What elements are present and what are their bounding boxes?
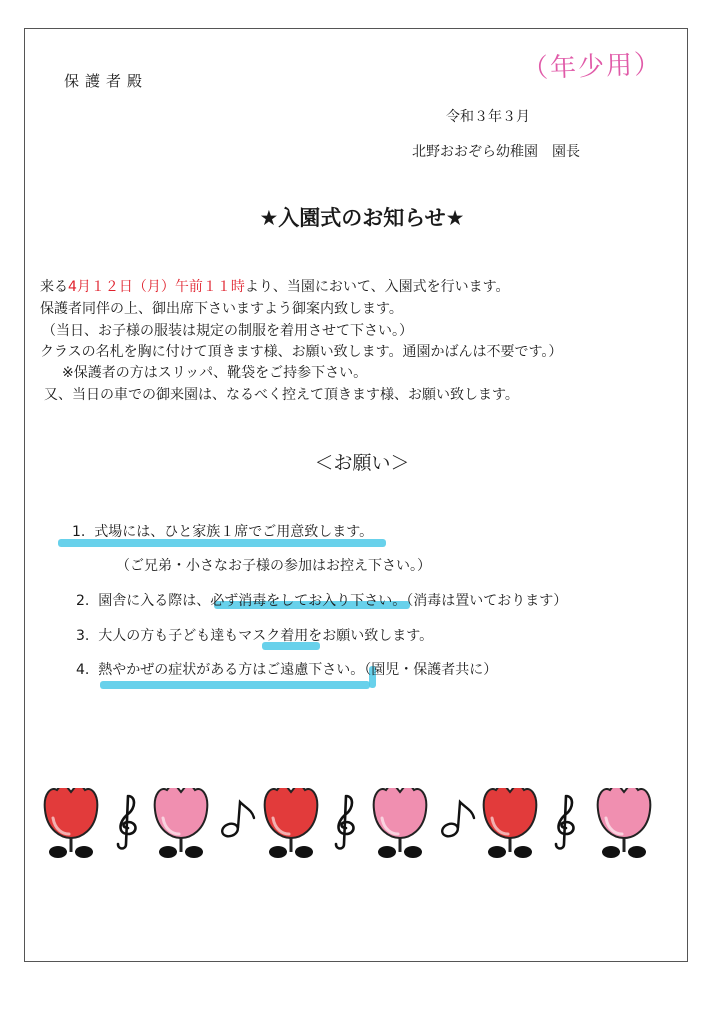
tulip-red-icon <box>265 788 318 858</box>
page-title: ★入園式のお知らせ★ <box>259 206 465 230</box>
treble-clef-icon <box>118 796 136 849</box>
tulip-red-icon <box>484 788 537 858</box>
request-text: 園舎に入る際は、必ず消毒をしてお入り下さい。（消毒は置いております） <box>98 593 568 609</box>
request-text: 式場には、ひと家族１席でご用意致します。 <box>94 524 374 540</box>
request-number: 3. <box>76 628 90 644</box>
treble-clef-icon <box>556 796 574 849</box>
request-item-2 <box>76 590 567 610</box>
eighth-note-icon <box>440 802 474 838</box>
request-text: 大人の方も子ども達もマスク着用をお願い致します。 <box>98 628 434 644</box>
request-number: 1. <box>72 524 86 540</box>
request-text: 熱やかぜの症状がある方はご遠慮下さい。（園児・保護者共に） <box>98 662 498 678</box>
request-item-1 <box>72 521 373 541</box>
request-item-3 <box>76 625 433 645</box>
body-line-3: （当日、お子様の服装は規定の制服を着用させて下さい。） <box>42 323 413 339</box>
tulip-pink-icon <box>155 788 208 858</box>
request-number: 2. <box>76 593 90 609</box>
event-datetime: 4月１２日（月）午前１１時 <box>68 279 245 295</box>
highlight-mark <box>100 681 370 689</box>
body-line-1 <box>40 276 510 296</box>
request-item-1-note: （ご兄弟・小さなお子様の参加はお控え下さい。） <box>116 558 431 574</box>
body-line-4: クラスの名札を胸に付けて頂きます様、お願い致します。通園かばんは不要です。） <box>40 344 563 360</box>
request-number: 4. <box>76 662 90 678</box>
body-line-1-post: より、当園において、入園式を行います。 <box>244 279 510 295</box>
treble-clef-icon <box>336 796 354 849</box>
tulip-border <box>36 788 668 858</box>
request-item-4 <box>76 659 497 679</box>
body-line-2: 保護者同伴の上、御出席下さいますよう御案内致します。 <box>40 301 403 317</box>
requests-heading: ＜お願い＞ <box>314 452 410 474</box>
body-line-5: ※保護者の方はスリッパ、靴袋をご持参下さい。 <box>62 365 368 381</box>
body-line-1-pre: 来る <box>40 279 68 295</box>
body-line-6: 又、当日の車での御来園は、なるべく控えて頂きます様、お願い致します。 <box>44 387 519 403</box>
document-date: 令和３年３月 <box>446 109 530 125</box>
tulip-pink-icon <box>598 788 651 858</box>
eighth-note-icon <box>220 802 254 838</box>
handwritten-note: （年少用） <box>521 49 663 85</box>
tulip-pink-icon <box>374 788 427 858</box>
addressee: 保護者殿 <box>64 72 149 90</box>
sender: 北野おおぞら幼稚園 園長 <box>412 144 580 160</box>
tulip-red-icon <box>45 788 98 858</box>
